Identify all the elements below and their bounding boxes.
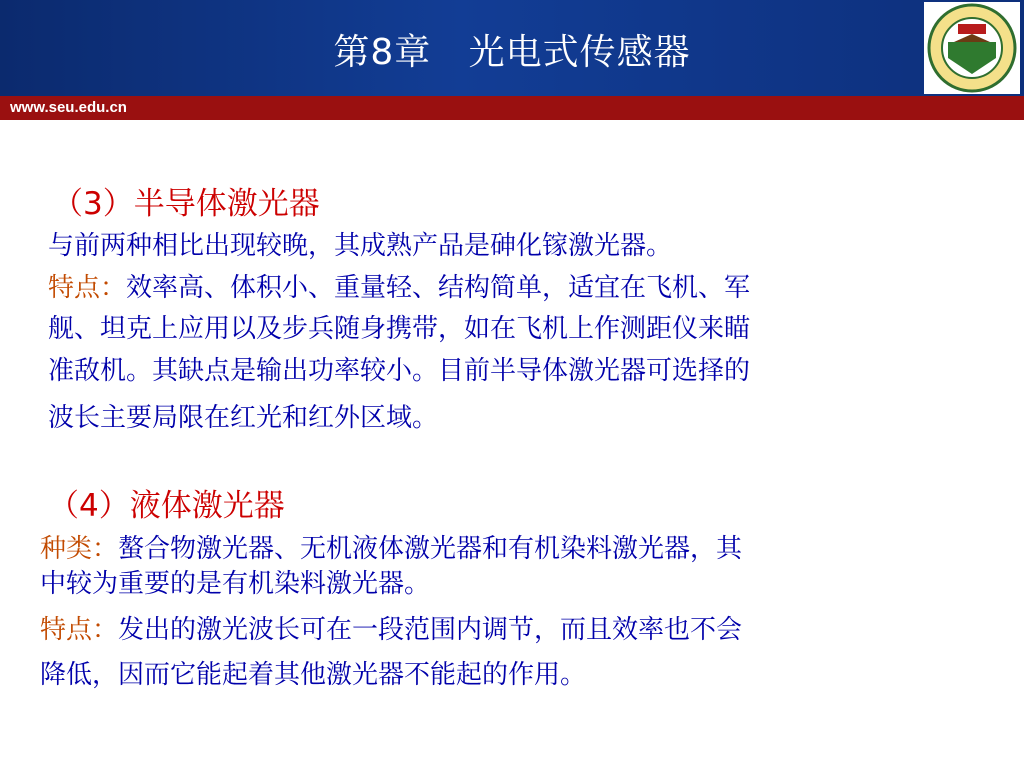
section3-feature-line2: 舰、坦克上应用以及步兵随身携带，如在飞机上作测距仪来瞄 — [48, 314, 751, 344]
section3-feature-line1 — [48, 267, 750, 304]
types-text: 螯合物激光器、无机液体激光器和有机染料激光器，其 — [118, 534, 743, 564]
types-label: 种类： — [40, 534, 119, 564]
site-bar — [0, 96, 1024, 120]
section4-types-line2: 中较为重要的是有机染料激光器。 — [40, 569, 431, 599]
feature-text: 效率高、体积小、重量轻、结构简单，适宜在飞机、军 — [126, 273, 751, 303]
section4-feature-line1 — [40, 609, 742, 646]
university-logo — [924, 2, 1020, 94]
seal-icon — [924, 2, 1020, 94]
section4-feature-line2: 降低，因而它能起着其他激光器不能起的作用。 — [40, 660, 587, 690]
site-url[interactable]: www.seu.edu.cn — [10, 99, 127, 116]
section3-feature-line3: 准敌机。其缺点是输出功率较小。目前半导体激光器可选择的 — [48, 356, 751, 386]
feature-label: 特点： — [40, 615, 119, 645]
section4-heading: （4）液体激光器 — [48, 488, 285, 524]
section3-line1: 与前两种相比出现较晚，其成熟产品是砷化镓激光器。 — [48, 231, 673, 261]
section3-feature-line4: 波长主要局限在红光和红外区域。 — [48, 403, 439, 433]
feature-label: 特点： — [48, 273, 127, 303]
section4-types-line1 — [40, 528, 742, 565]
section3-heading: （3）半导体激光器 — [52, 186, 320, 222]
slide-title: 第8章 光电式传感器 — [333, 32, 691, 73]
feature-text: 发出的激光波长可在一段范围内调节，而且效率也不会 — [118, 615, 743, 645]
